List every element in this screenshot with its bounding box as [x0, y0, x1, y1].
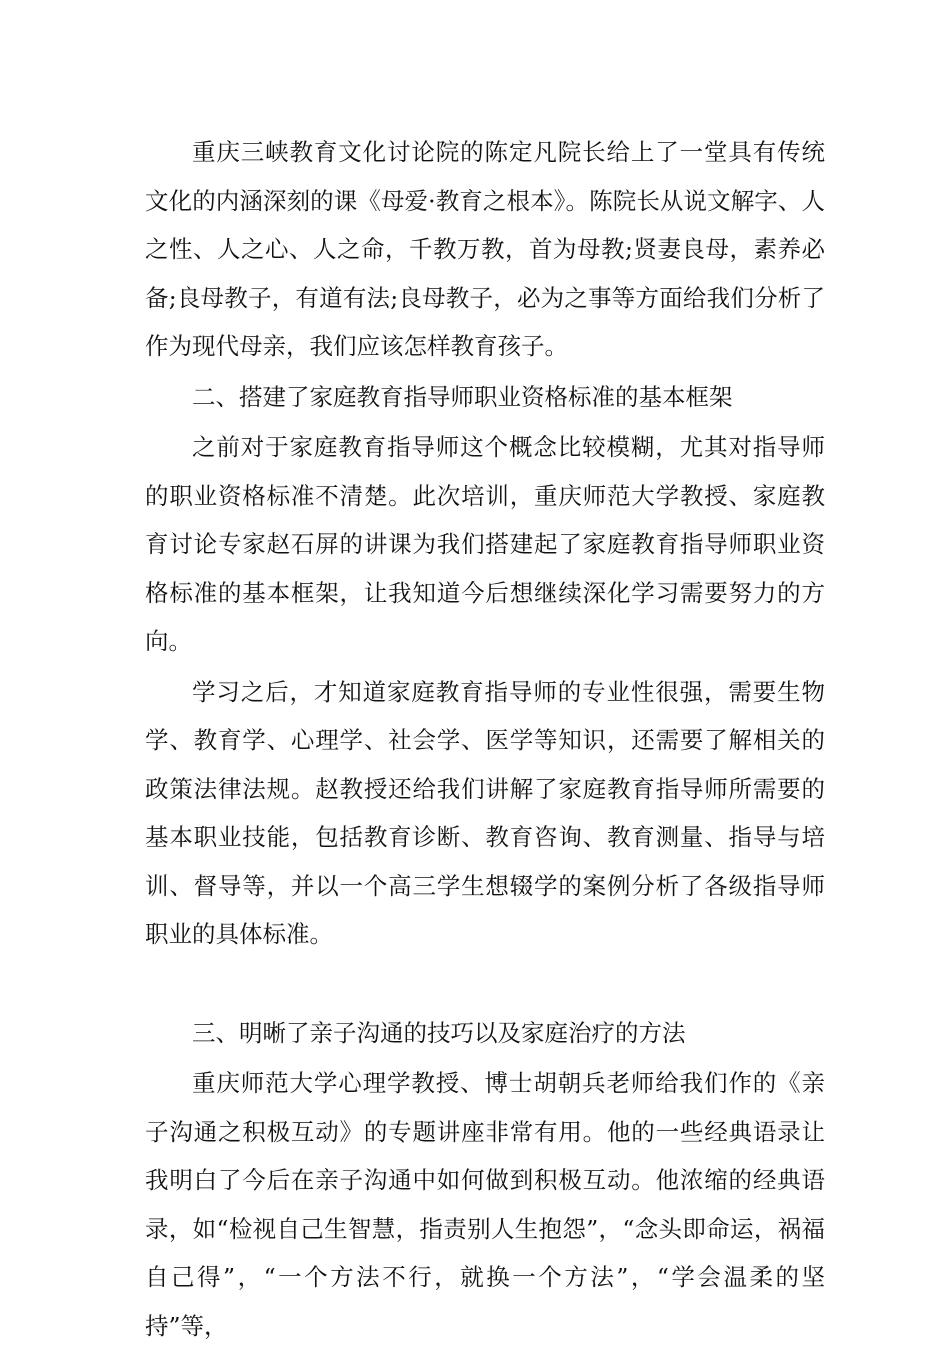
paragraph-framework-intro: 之前对于家庭教育指导师这个概念比较模糊，尤其对指导师的职业资格标准不清楚。此次培训，重庆师范大学教授、家庭教育讨论专家赵石屏的讲课为我们搭建起了家庭教育指导师职业资格标准的基本框架，让我知道今后想继续深化学习需要努力的方向。: [145, 433, 825, 655]
paragraph-lecture-mother-love: 重庆三峡教育文化讨论院的陈定凡院长给上了一堂具有传统文化的内涵深刻的课《母爱·教育之根本》。陈院长从说文解字、人之性、人之心、人之命，千教万教，首为母教;贤妻良母，素养必备;良母教子，有道有法;良母教子，必为之事等方面给我们分析了作为现代母亲，我们应该怎样教育孩子。: [145, 138, 825, 360]
paragraph-parent-child-communication: 重庆师范大学心理学教授、博士胡朝兵老师给我们作的《亲子沟通之积极互动》的专题讲座非常有用。他的一些经典语录让我明白了今后在亲子沟通中如何做到积极互动。他浓缩的经典语录，如“检视自己生智慧，指责别人生抱怨”，“念头即命运，祸福自己得”，“一个方法不行，就换一个方法”，“学会温柔的坚持”等，: [145, 1069, 825, 1340]
paragraph-gap: [145, 961, 825, 1009]
section-heading-two: 二、搭建了家庭教育指导师职业资格标准的基本框架: [192, 382, 733, 411]
document-body: [145, 128, 825, 1352]
section-heading-three: 三、明晰了亲子沟通的技巧以及家庭治疗的方法: [192, 1018, 686, 1047]
paragraph-professional-skills: 学习之后，才知道家庭教育指导师的专业性很强，需要生物学、教育学、心理学、社会学、医学等知识，还需要了解相关的政策法律法规。赵教授还给我们讲解了家庭教育指导师所需要的基本职业技能，包括教育诊断、教育咨询、教育测量、指导与培训、督导等，并以一个高三学生想辍学的案例分析了各级指导师职业的具体标准。: [145, 677, 825, 948]
